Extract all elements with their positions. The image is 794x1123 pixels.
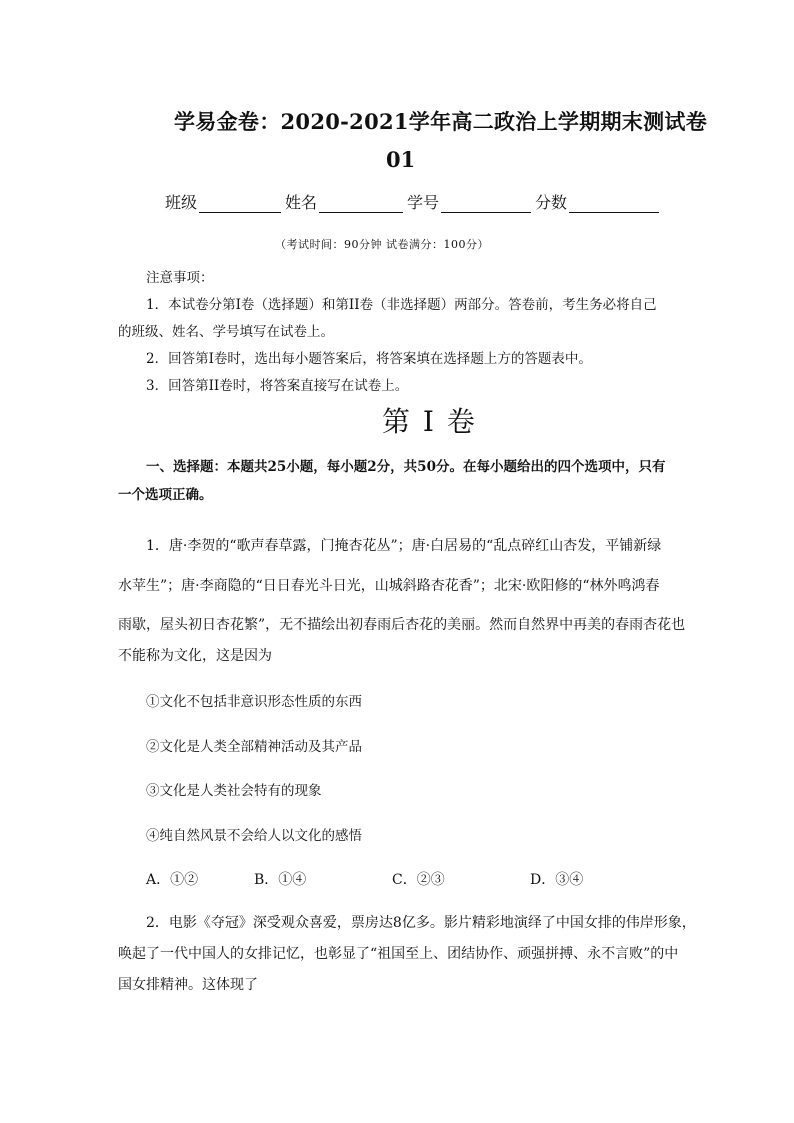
question-1-option: ③文化是人类社会特有的现象 bbox=[146, 783, 322, 799]
question-1-line: 不能称为文化，这是因为 bbox=[118, 648, 272, 664]
note-item: 2．回答第I卷时，选出每小题答案后，将答案填在选择题上方的答题表中。 bbox=[146, 351, 592, 367]
question-2-line: 唤起了一代中国人的女排记忆，也彰显了“祖国至上、团结协作、顽强拼搏、永不言败”的中 bbox=[118, 946, 679, 962]
class-label: 班级 bbox=[165, 193, 198, 212]
choice-b: B．①④ bbox=[254, 872, 307, 888]
choice-c: C．②③ bbox=[392, 872, 445, 888]
student-info-fields bbox=[165, 190, 663, 213]
question-1-line: 雨歇，屋头初日杏花繁”，无不描绘出初春雨后杏花的美丽。然而自然界中再美的春雨杏花也 bbox=[118, 617, 686, 633]
question-2-line: 2．电影《夺冠》深受观众喜爱，票房达8亿多。影片精彩地演绎了中国女排的伟岸形象， bbox=[146, 915, 696, 931]
exam-title: 学易金卷：2020-2021学年高二政治上学期期末测试卷 bbox=[174, 109, 708, 134]
name-blank bbox=[319, 196, 403, 213]
choice-d: D．③④ bbox=[530, 872, 584, 888]
question-1-line: 1．唐·李贺的“歌声春草露，门掩杏花丛”；唐·白居易的“乱点碎红山杏发，平铺新绿 bbox=[146, 538, 662, 554]
section-intro-line1: 一、选择题：本题共25小题，每小题2分，共50分。在每小题给出的四个选项中，只有 bbox=[146, 459, 666, 475]
exam-info: （考试时间：90分钟 试卷满分：100分） bbox=[275, 238, 489, 251]
question-1-line: 水苹生”；唐·李商隐的“日日春光斗日光，山城斜路杏花香”；北宋·欧阳修的“林外鸣鸿春 bbox=[118, 578, 660, 594]
note-item: 3．回答第II卷时，将答案直接写在试卷上。 bbox=[146, 378, 409, 394]
note-item: 1．本试卷分第I卷（选择题）和第II卷（非选择题）两部分。答卷前，考生务必将自己 bbox=[146, 297, 657, 313]
score-label: 分数 bbox=[535, 193, 568, 212]
question-1-option: ④纯自然风景不会给人以文化的感悟 bbox=[146, 828, 362, 844]
choice-a: A．①② bbox=[146, 872, 199, 888]
question-1-option: ②文化是人类全部精神活动及其产品 bbox=[146, 739, 362, 755]
name-label: 姓名 bbox=[285, 193, 318, 212]
question-1-choices bbox=[146, 869, 583, 889]
note-item: 的班级、姓名、学号填写在试卷上。 bbox=[118, 324, 334, 340]
student-id-label: 学号 bbox=[407, 193, 440, 212]
student-id-blank bbox=[441, 196, 531, 213]
exam-title-number: 01 bbox=[386, 147, 416, 172]
class-blank bbox=[199, 196, 281, 213]
section-title: 第 I 卷 bbox=[382, 405, 477, 438]
question-2-line: 国女排精神。这体现了 bbox=[118, 977, 258, 993]
notes-heading: 注意事项： bbox=[146, 270, 214, 286]
question-1-option: ①文化不包括非意识形态性质的东西 bbox=[146, 694, 362, 710]
section-intro-line2: 一个选项正确。 bbox=[118, 487, 213, 503]
score-blank bbox=[569, 196, 659, 213]
